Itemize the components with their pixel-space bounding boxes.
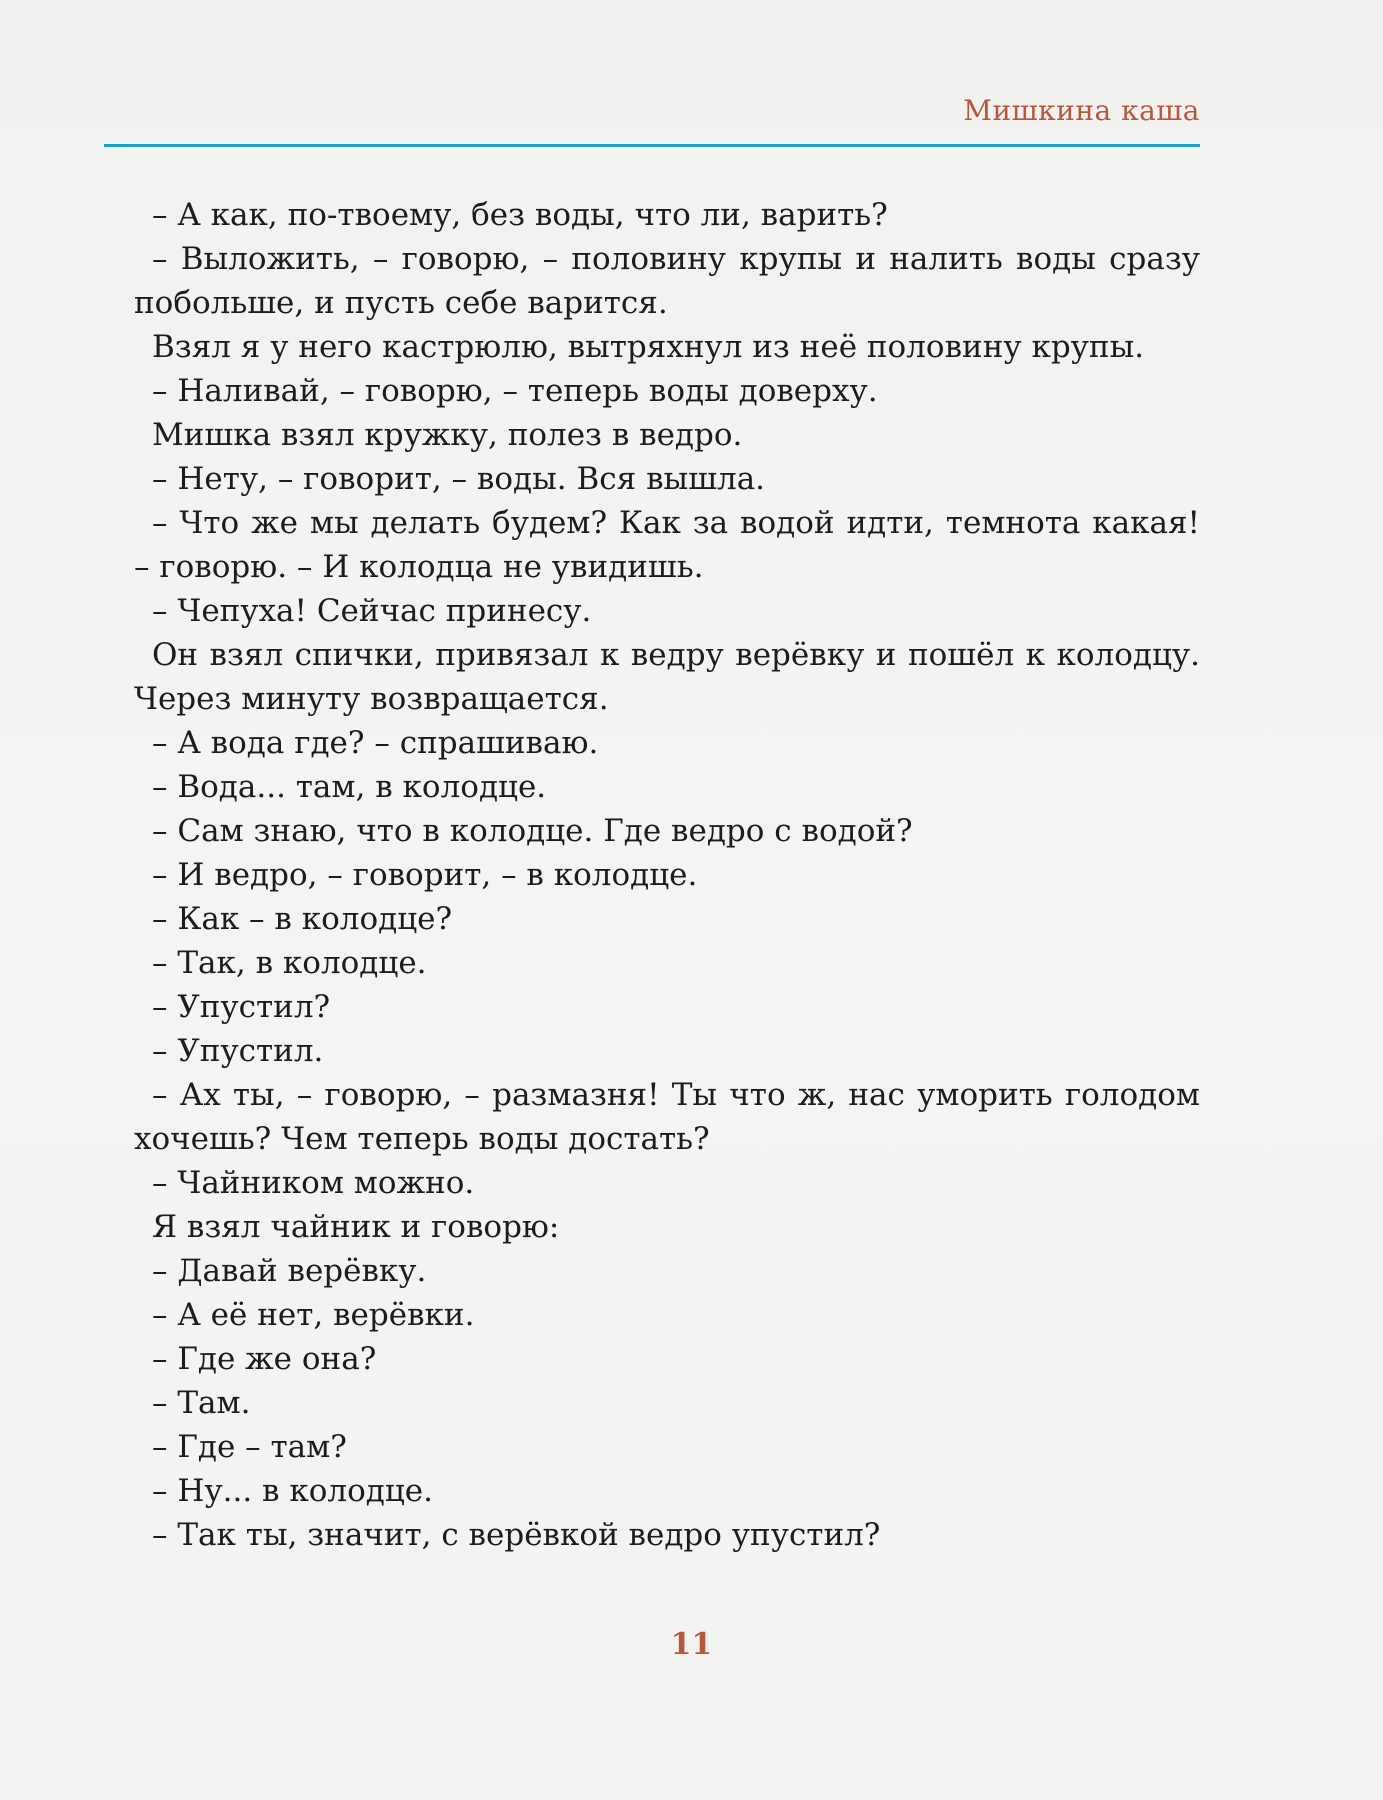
paragraph: – Нету, – говорит, – воды. Вся вышла. (152, 461, 766, 497)
paragraph: – Ну... в колодце. (152, 1473, 433, 1509)
paragraph: – А как, по-твоему, без воды, что ли, варить? (152, 197, 888, 233)
story-text (134, 193, 1200, 1557)
paragraph: – Где же она? (152, 1341, 377, 1377)
paragraph: – Упустил. (152, 1033, 324, 1069)
paragraph: – Сам знаю, что в колодце. Где ведро с водой? (152, 813, 913, 849)
paragraph: – Так ты, значит, с верёвкой ведро упустил? (152, 1517, 881, 1553)
header-rule (104, 144, 1200, 147)
paragraph: – Чайником можно. (152, 1165, 475, 1201)
paragraph: – Выложить, – говорю, – половину крупы и налить воды сразу побольше, и пусть себе варится. (134, 241, 1200, 321)
paragraph: – А её нет, верёвки. (152, 1297, 475, 1333)
paragraph: – Ах ты, – говорю, – размазня! Ты что ж, нас уморить голодом хочешь? Чем теперь воды достать? (134, 1077, 1200, 1157)
paragraph: – И ведро, – говорит, – в колодце. (152, 857, 698, 893)
paragraph: Мишка взял кружку, полез в ведро. (152, 417, 743, 453)
paragraph: – Чепуха! Сейчас принесу. (152, 593, 592, 629)
paragraph: Взял я у него кастрюлю, вытряхнул из неё половину крупы. (152, 329, 1145, 365)
paragraph: – Давай верёвку. (152, 1253, 427, 1289)
paragraph: – Вода... там, в колодце. (152, 769, 547, 805)
paragraph: Я взял чайник и говорю: (152, 1209, 560, 1245)
paragraph: – Там. (152, 1385, 251, 1421)
paragraph: – Упустил? (152, 989, 331, 1025)
running-head-title: Мишкина каша (963, 94, 1200, 127)
paragraph: Он взял спички, привязал к ведру верёвку и пошёл к колодцу. Через минуту возвращается. (134, 637, 1200, 717)
paragraph: – Так, в колодце. (152, 945, 427, 981)
paragraph: – Как – в колодце? (152, 901, 453, 937)
paragraph: – А вода где? – спрашиваю. (152, 725, 599, 761)
paragraph: – Что же мы делать будем? Как за водой идти, темнота какая! – говорю. – И колодца не увидишь. (134, 505, 1200, 585)
page-number: 11 (670, 1627, 713, 1662)
paragraph: – Наливай, – говорю, – теперь воды доверху. (152, 373, 878, 409)
paragraph: – Где – там? (152, 1429, 347, 1465)
